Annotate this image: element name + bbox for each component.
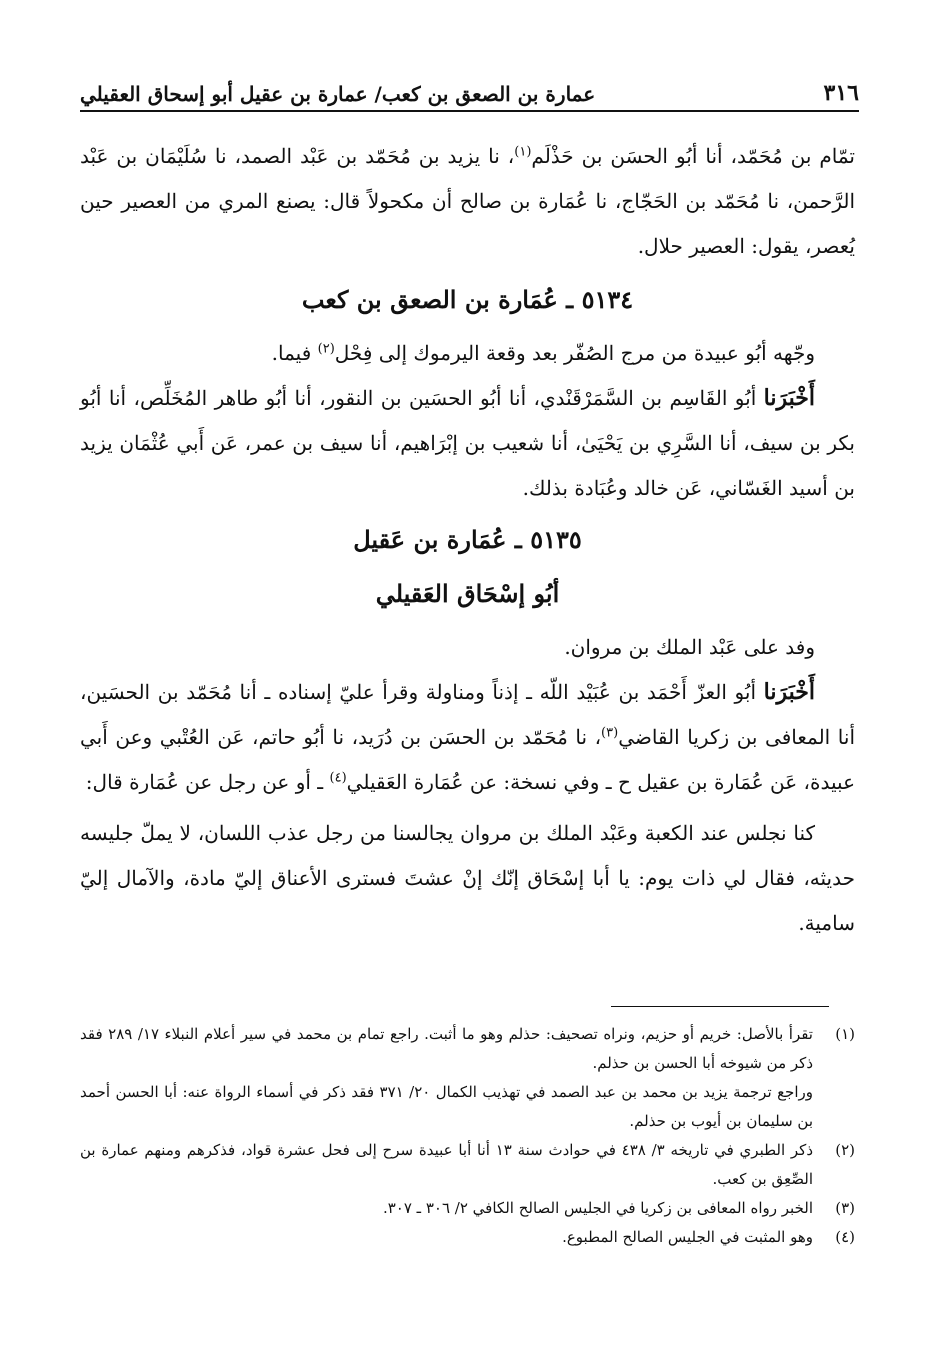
akhbarana-keyword: أَخْبَرَنا [763,679,815,705]
footnote-text: وهو المثبت في الجليس الصالح المطبوع. [562,1228,813,1246]
paragraph-2-text-b: فيما. [271,341,318,365]
footnote-text: ذكر الطبري في تاريخه ٣/ ٤٣٨ في حوادث سنة ١٣ أنا أبا عبيدة سرح إلى فحل عشرة قواد، فذكرهم ومنهم عمارة بن الصِّعِق بن كعب. [80,1141,814,1188]
footnote-3 [80,1194,855,1223]
page-number: ٣١٦ [823,80,859,106]
footnote-number: (٢) [835,1141,855,1159]
footnote-text: تقرأ بالأصل: خريم أو حزيم، ونراه تصحيف: حذلم وهو ما أثبت. راجع تمام بن محمد في سير أعلام النبلاء ١٧/ ٢٨٩ فقد ذكر من شيوخه أبا الحسن بن حذلم. [80,1025,813,1072]
paragraph-1-text-a: تمّام بن مُحَمّد، أنا أبُو الحسَن بن حَذْلَم [531,144,855,168]
paragraph-6: كنا نجلس عند الكعبة وعَبْد الملك بن مروان يجالسنا من رجل عذب اللسان، لا يملّ جليسه حديثه، فقال لي ذات يوم: يا أبا إسْحَاق إنّك إنْ عشتَ فسترى الأعناق إليّ مادة، والآمال إليّ سامية. [80,821,855,935]
entry-heading-5135-kunya: أبُو إسْحَاق العَقيلي [375,579,560,608]
entry-heading-5135: ٥١٣٥ ـ عُمَارة بن عَقيل [353,525,582,554]
entry-heading-5134: ٥١٣٤ ـ عُمَارة بن الصعق بن كعب [301,285,634,314]
paragraph-5-text-c: ـ أو عن رجل عن عُمَارة قال: [85,770,330,794]
footnote-ref-3[interactable]: (٣) [601,725,619,741]
paragraph-4: وفد على عَبْد الملك بن مروان. [564,635,815,659]
paragraph-2-text-a: وجّهه أبُو عبيدة من مرج الصُفّر بعد وقعة اليرموك إلى فِحْل [334,341,815,365]
paragraph-1 [80,134,855,269]
paragraph-5-text-b: ، نا مُحَمّد بن الحسَن بن دُرَيد، نا أبُو حاتم، عَن العُتْبي وعن أَبي عبيدة، عَن عُمَارة بن عقيل ح ـ وفي نسخة: عن عُمَارة العَقيلي [80,725,855,794]
footnote-text: الخبر رواه المعافى بن زكريا في الجليس الصالح الكافي ٢/ ٣٠٦ ـ ٣٠٧. [382,1199,813,1217]
main-text [80,134,855,946]
footnote-2 [80,1136,855,1194]
page-header [80,66,859,112]
footnote-number: (٤) [835,1228,855,1246]
footnote-ref-2[interactable]: (٢) [317,341,335,357]
footnote-1-continued: وراجع ترجمة يزيد بن محمد بن عبد الصمد في تهذيب الكمال ٢٠/ ٣٧١ فقد ذكر في أسماء الرواة عنه: أبا الحسن أحمد بن سليمان بن أيوب بن حذلم. [80,1083,813,1130]
footnote-ref-4[interactable]: (٤) [329,770,347,786]
footnote-number: (١) [835,1025,855,1043]
footnote-divider [611,1006,829,1007]
paragraph-1-text-b: ، نا يزيد بن مُحَمّد بن عَبْد الصمد، نا سُلَيْمَان بن عَبْد الرَّحمن، نا مُحَمّد بن الحَجّاج، نا عُمَارة بن صالح أن مكحولاً قال: يصنع المري من العصير حين يُعصر، يقول: العصير حلال. [80,144,855,258]
footnote-4 [80,1223,855,1252]
footnotes [80,1020,855,1252]
paragraph-3 [80,376,855,511]
paragraph-5 [80,670,855,805]
footnote-1 [80,1020,855,1078]
paragraph-5-text-a: أبُو العزّ أَحْمَد بن عُبَيْد اللّه ـ إذناً ومناولة وقرأ عليّ إسناده ـ أنا مُحَمّد بن الحسَين، أنا المعافى بن زكريا القاضي [80,680,855,749]
running-title: عمارة بن الصعق بن كعب/ عمارة بن عقيل أبو إسحاق العقيلي [80,82,596,106]
paragraph-2 [80,331,855,376]
footnote-ref-1[interactable]: (١) [514,144,532,160]
paragraph-3-text: أبُو القَاسِم بن السَّمَرْقَنْدي، أنا أبُو الحسَين بن النقور، أنا أبُو طاهر المُخَلِّص، أنا أبُو بكر بن سيف، أنا السَّرِي بن يَحْيَىٰ، أنا شعيب بن إبْرَاهيم، أنا سيف بن عمر، عَن أَبي عُثْمَان يزيد بن أسيد الغَسّاني، عَن خالد وعُبَادة بذلك. [80,386,855,500]
akhbarana-keyword: أَخْبَرَنا [763,385,815,411]
footnote-number: (٣) [835,1199,855,1217]
